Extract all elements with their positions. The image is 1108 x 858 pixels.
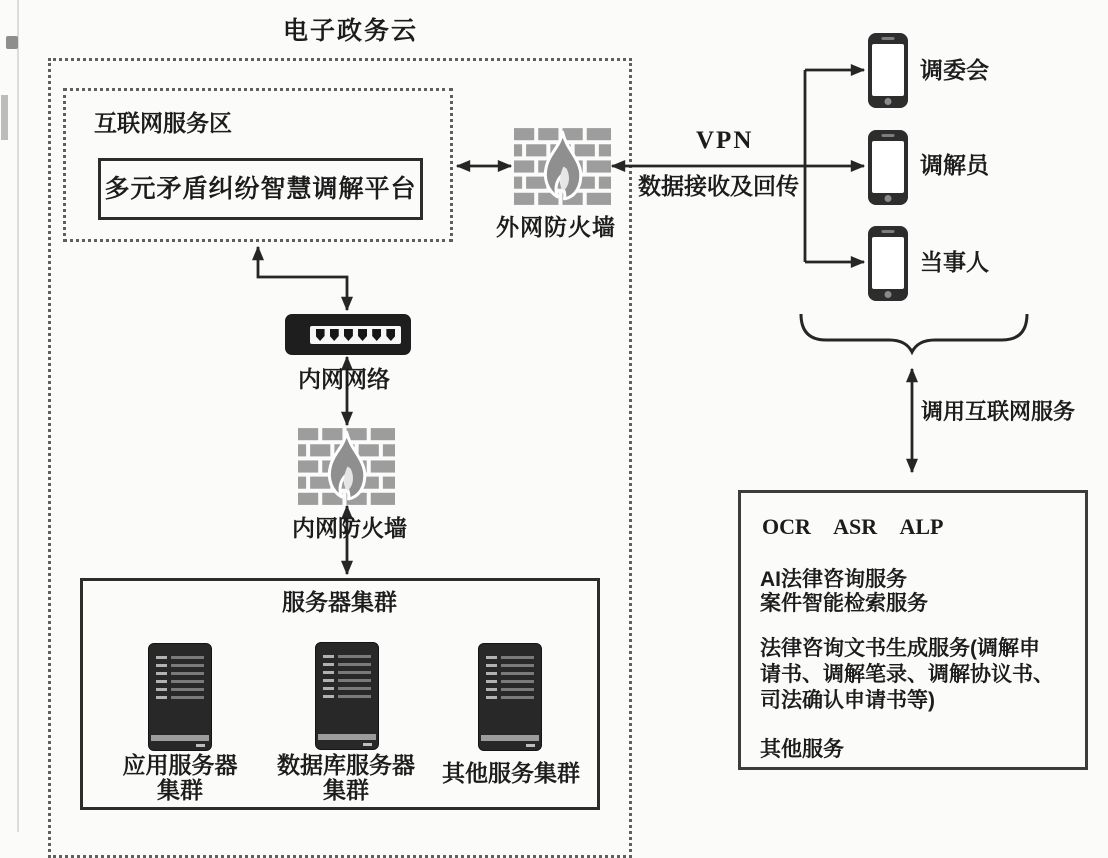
scan-smudge xyxy=(6,36,18,49)
server-group-label-line2: 集群 xyxy=(157,777,203,803)
services-item-docs: 法律咨询文书生成服务(调解申请书、调解笔录、调解协议书、司法确认申请书等) xyxy=(760,637,1054,712)
server-base xyxy=(481,735,539,741)
smartphone-icon-mediator xyxy=(868,130,908,205)
phone-home-button xyxy=(885,291,892,298)
ethernet-port-icon xyxy=(316,329,325,341)
server-group-label-line1: 数据库服务器 xyxy=(277,752,415,778)
client-label-party: 当事人 xyxy=(920,249,989,275)
services-tech-line: OCR ASR ALP xyxy=(762,514,944,539)
ethernet-port-icon xyxy=(330,329,339,341)
client-label-mediator: 调解员 xyxy=(920,152,989,178)
internal-firewall-icon xyxy=(298,428,395,510)
external-firewall-icon xyxy=(514,128,611,210)
server-vents xyxy=(501,656,534,701)
phone-screen xyxy=(872,141,904,193)
page-title: 电子政务云 xyxy=(283,17,419,45)
server-group-label-db xyxy=(261,753,431,803)
server-tower-icon-app xyxy=(148,643,212,751)
server-base xyxy=(151,735,209,741)
ethernet-port-icon xyxy=(344,329,353,341)
server-drive-bays xyxy=(486,656,497,701)
phone-screen xyxy=(872,44,904,96)
server-group-label-app xyxy=(95,753,265,803)
server-vents xyxy=(338,655,371,700)
server-tower-icon-db xyxy=(315,642,379,750)
call-internet-services-label: 调用互联网服务 xyxy=(921,399,1076,424)
phone-speaker xyxy=(882,134,895,137)
services-item-ai: AI法律咨询服务 xyxy=(760,568,907,591)
clients-group-brace xyxy=(801,314,1027,352)
ethernet-port-icon xyxy=(372,329,381,341)
phone-speaker xyxy=(882,37,895,40)
switch-port-panel xyxy=(310,326,401,344)
phone-home-button xyxy=(885,195,892,202)
server-drive-bays xyxy=(323,655,334,700)
server-group-label-line1: 其他服务集群 xyxy=(442,760,580,786)
server-tower-icon-other xyxy=(478,643,542,751)
smartphone-icon-committee xyxy=(868,33,908,108)
server-cluster-title: 服务器集群 xyxy=(282,589,397,615)
vpn-data-label: 数据接收及回传 xyxy=(638,173,799,199)
mediation-platform-box xyxy=(98,158,423,220)
vpn-label: VPN xyxy=(696,127,754,154)
server-badge xyxy=(526,744,535,747)
server-group-label-line2: 集群 xyxy=(323,777,369,803)
services-item-other: 其他服务 xyxy=(760,738,844,761)
server-drive-bays xyxy=(156,656,167,701)
server-vents xyxy=(171,656,204,701)
phone-screen xyxy=(872,237,904,289)
client-label-committee: 调委会 xyxy=(920,57,989,83)
lan-switch-icon xyxy=(285,314,411,355)
mediation-platform-label: 多元矛盾纠纷智慧调解平台 xyxy=(104,174,417,203)
lan-network-label: 内网网络 xyxy=(298,366,390,392)
phone-home-button xyxy=(885,98,892,105)
services-item-search: 案件智能检索服务 xyxy=(760,592,928,615)
internet-zone-label: 互联网服务区 xyxy=(94,110,232,136)
smartphone-icon-party xyxy=(868,226,908,301)
scan-smudge xyxy=(1,95,8,140)
scan-edge-line xyxy=(17,0,19,832)
server-badge xyxy=(363,743,372,746)
phone-speaker xyxy=(882,230,895,233)
server-base xyxy=(318,734,376,740)
internal-firewall-label: 内网防火墙 xyxy=(292,515,407,541)
server-group-label-other xyxy=(426,761,596,786)
server-group-label-line1: 应用服务器 xyxy=(122,752,238,778)
ethernet-port-icon xyxy=(358,329,367,341)
external-firewall-label: 外网防火墙 xyxy=(496,214,616,240)
server-badge xyxy=(196,744,205,747)
ethernet-port-icon xyxy=(386,329,395,341)
